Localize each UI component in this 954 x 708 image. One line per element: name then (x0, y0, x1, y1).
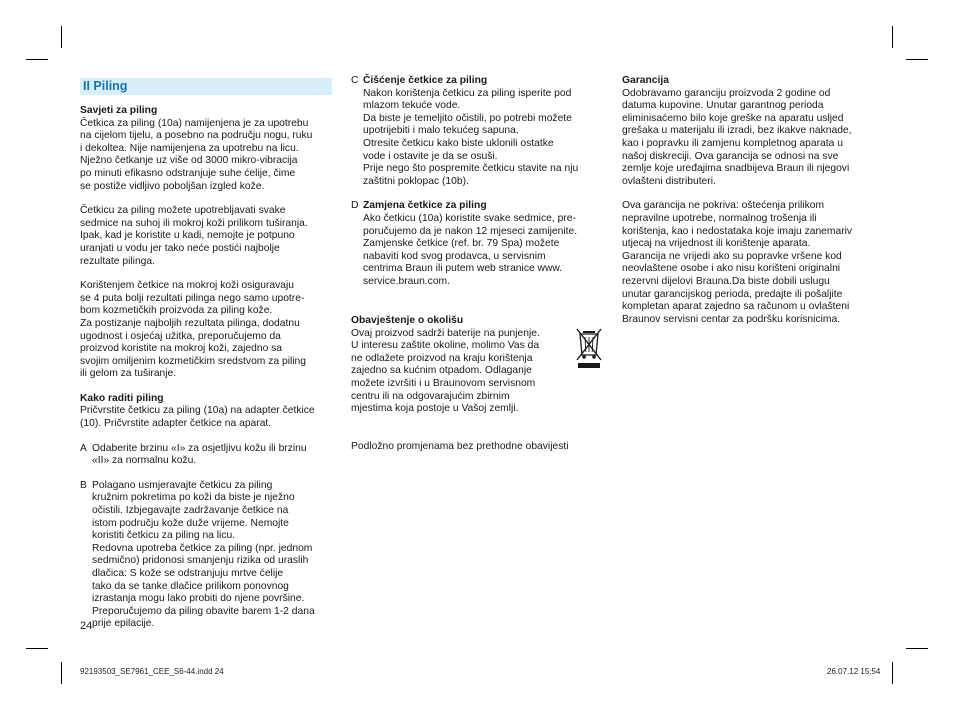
text-line: U interesu zaštite okoline, molimo Vas da (351, 340, 540, 352)
usage-paragraph (80, 205, 332, 268)
step-b (80, 480, 332, 631)
text-line: Nakon korištenja četkicu za piling isperite pod (363, 87, 572, 99)
text-line: očistili. Izbjegavajte zadržavanje četkice na (92, 505, 289, 517)
garancija-heading: Garancija (622, 75, 669, 86)
text-line: Odobravamo garanciju proizvoda 2 godine od (622, 87, 831, 99)
text-line: uranjati u vodu jer tako neće postići najbolje (80, 242, 280, 254)
savjeti-paragraph (80, 118, 332, 194)
step-letter: D (351, 200, 359, 212)
text-line: bom kozmetičkih proizvoda za piling kože. (80, 305, 273, 317)
step-c-heading: Čišćenje četkice za piling (363, 75, 488, 86)
text-line: Odaberite brzinu «I» za osjetljivu kožu ili brzinu (92, 442, 307, 454)
text-line: datuma kupovine. Unutar garantnog perioda (622, 100, 824, 112)
crop-mark (61, 662, 62, 684)
text-line: Polagano usmjeravajte četkicu za piling (92, 479, 273, 491)
text-line: nepravilne upotrebe, normalnog trošenja ili (622, 212, 817, 224)
kako-heading: Kako raditi piling (80, 392, 164, 404)
column-right (622, 75, 877, 326)
crossed-out-wheelie-bin-icon (575, 327, 603, 369)
text-line: dlačica: S kože se odstranjuju mrtve ćelije (92, 568, 284, 579)
column-left (80, 78, 332, 631)
crop-mark (892, 26, 893, 48)
text-line: svojim omiljenim kozmetičkim sredstvom za piling (80, 355, 307, 367)
text-line: Braunov servisni centar za podršku korisnicima. (622, 313, 841, 325)
text-line: rezervni dijelovi Brauna.Da biste dobili uslugu (622, 275, 830, 287)
text-line: «II» za normalnu kožu. (92, 455, 197, 467)
text-line: centru ili na odgovarajućim zbirnim (351, 390, 510, 402)
text-line: Ako četkicu (10a) koristite svake sedmice, pre- (363, 212, 576, 224)
text-line: Četkica za piling (10a) namijenjena je za upotrebu (80, 117, 309, 129)
footer-file-info: 92193503_SE7961_CEE_S6-44.indd 24 (80, 667, 224, 676)
savjeti-heading: Savjeti za piling (80, 105, 158, 116)
notice-text: Podložno promjenama bez prethodne obavijesti (351, 441, 569, 452)
text-line: Nježno četkanje uz više od 3000 mikro-vibracija (80, 155, 298, 167)
text-line: prije epilacije. (92, 618, 155, 630)
text-line: vode i ostavite je da se osuši. (363, 150, 498, 162)
text-line: Da biste je temeljito očistili, po potrebi možete (363, 112, 572, 124)
page-number: 24 (80, 620, 93, 632)
text-line: Pričvrstite četkicu za piling (10a) na adapter četkice (80, 405, 315, 417)
footer-timestamp: 26.07.12 15:54 (827, 667, 881, 676)
text-line: zaštitni poklopac (10b). (363, 175, 469, 187)
crop-mark (906, 59, 928, 60)
text-line: Korištenjem četkice na mokroj koži osiguravaju (80, 280, 295, 292)
text-line: Otresite četkicu kako biste uklonili ostatke (363, 137, 554, 149)
text-line: Garancija ne vrijedi ako su popravke vršene kod (622, 250, 842, 262)
text-line: korištenja, kao i nedostataka koje imaju zanemariv (622, 225, 853, 237)
text-line: Preporučujemo da piling obavite barem 1-2 dana (92, 605, 315, 617)
column-middle (351, 75, 607, 289)
text-line: ugodnost i osjećaj užitka, preporučujemo da (80, 330, 281, 342)
text-line: mjestima koja postoje u Vašoj zemlji. (351, 403, 519, 415)
text-line: neovlaštene osobe i ako nisu korišteni originalni (622, 263, 841, 275)
text-line: service.braun.com. (363, 275, 450, 287)
text-line: kao i popravku ili zamjenu kompletnog aparata u (622, 137, 843, 149)
crop-mark (26, 59, 48, 60)
step-letter: C (351, 75, 359, 86)
text-line: kružnim pokretima po koži da biste je nježno (92, 492, 295, 504)
crop-mark (26, 648, 48, 649)
text-line: tako da se tanke dlačice prilikom ponovnog (92, 580, 289, 592)
step-letter: A (80, 442, 87, 454)
kako-paragraph (80, 405, 332, 430)
text-line: se 4 puta bolji rezultati pilinga nego samo upotre- (80, 292, 305, 304)
text-line: Ova garancija ne pokriva: oštećenja prilikom (622, 200, 825, 212)
text-line: ili gelom za tuširanje. (80, 368, 177, 380)
text-line: zajedno sa kućnim otpadom. Odlaganje (351, 365, 532, 377)
text-line: Redovna upotreba četkice za piling (npr. jednom (92, 542, 313, 554)
text-line: možete izvršiti i u Braunovom servisnom (351, 377, 536, 389)
text-line: se postiže vidljivo poboljšan izgled kože. (80, 180, 265, 192)
text-line: na cijelom tijelu, a posebno na području nogu, ruku (80, 130, 313, 142)
text-line: Zamjenske četkice (ref. br. 79 Spa) možete (363, 238, 560, 250)
text-line: poručujemo da je nakon 12 mjeseci zamijenite. (363, 225, 578, 237)
text-line: Za postizanje najboljih rezultata pilinga, dodatnu (80, 317, 300, 329)
crop-mark (892, 662, 893, 684)
okolis-heading: Obavještenje o okolišu (351, 315, 464, 326)
text-line: sedmično) pridonosi smanjenju rizika od uraslih (92, 555, 309, 567)
text-line: koristiti četkicu za piling na licu. (92, 530, 236, 542)
text-line: Četkicu za piling možete upotrebljavati svake (80, 205, 286, 217)
text-line: i dekoltea. Nije namijenjena za upotrebu na licu. (80, 142, 299, 154)
text-line: ne odlažete proizvod na kraju korištenja (351, 352, 533, 364)
environment-notice (351, 315, 563, 416)
text-line: ovlašteni distributeri. (622, 175, 716, 187)
step-d (351, 200, 607, 288)
text-line: unutar garancijskog perioda, predajte ili pošaljite (622, 288, 843, 300)
text-line: eliminisaćemo bilo koje greške na aparatu usljed (622, 112, 844, 124)
step-letter: B (80, 479, 87, 491)
section-title: II Piling (80, 78, 332, 95)
text-line: istom području kože duže vrijeme. Nemojte (92, 517, 289, 529)
text-line: zemlje koje uređajima snadbijeva Braun ili njegovi (622, 163, 850, 175)
text-line: po minuti efikasno odstranjuje suhe ćelije, čime (80, 167, 296, 179)
step-a (80, 443, 332, 468)
text-line: proizvod koristite na mokroj koži, zajedno sa (80, 343, 283, 355)
text-line: našoj diskreciji. Ova garancija se odnosi na sve (622, 150, 839, 162)
crop-mark (61, 26, 62, 48)
step-c (351, 75, 607, 188)
text-line: grešaka u materijalu ili izradi, bez ikakve naknade, (622, 125, 852, 137)
text-line: sedmice na suhoj ili mokroj koži prilikom tuširanja. (80, 217, 308, 229)
text-line: nabaviti kod svog prodavca, u servisnim (363, 250, 546, 262)
text-line: utjecaj na vrijednost ili korištenje aparata. (622, 238, 811, 250)
text-line: Ovaj proizvod sadrži baterije na punjenje. (351, 327, 540, 339)
text-line: centrima Braun ili putem web stranice www. (363, 263, 563, 275)
text-line: upotrijebiti i malo tekućeg sapuna. (363, 125, 519, 137)
text-line: Ipak, kad je koristite u kadi, nemojte je potpuno (80, 230, 295, 242)
text-line: mlazom tekuće vode. (363, 100, 461, 112)
text-line: rezultate pilinga. (80, 255, 155, 267)
text-line: (10). Pričvrstite adapter četkice na aparat. (80, 418, 272, 430)
step-d-heading: Zamjena četkice za piling (363, 200, 487, 212)
text-line: izrastanja mogu lako probiti do njene površine. (92, 593, 305, 605)
crop-mark (906, 648, 928, 649)
text-line: kompletan aparat zajedno sa računom u ovlašteni (622, 301, 850, 313)
text-line: Prije nego što pospremite četkicu stavite na nju (363, 163, 579, 175)
wet-skin-paragraph (80, 280, 332, 381)
